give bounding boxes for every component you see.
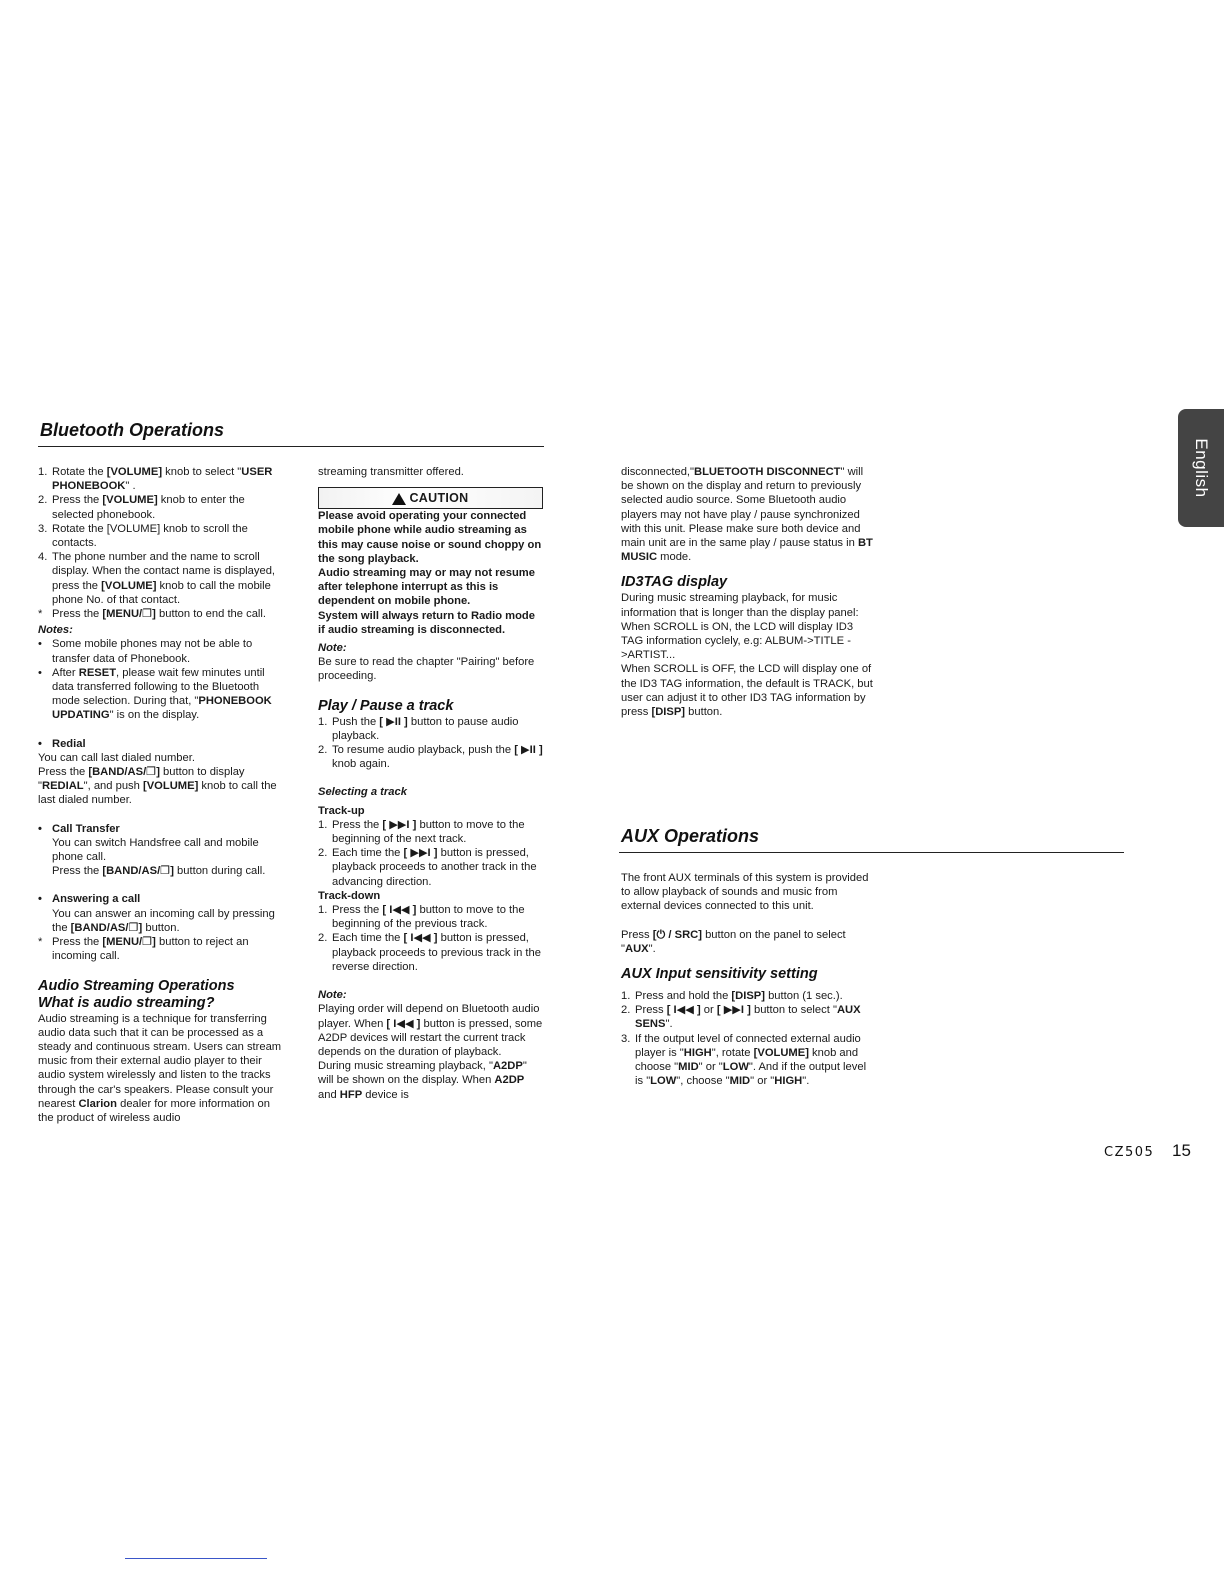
call-transfer: • Call Transfer You can switch Handsfree call and mobile phone call. Press the [BAND/AS/❐] button during call. xyxy=(38,822,266,878)
caution-text-2: Audio streaming may or may not resume after telephone interrupt as this is dependent on mobile phone. xyxy=(318,567,535,608)
phonebook-step-3: 3. Rotate the [VOLUME] knob to scroll the contacts. xyxy=(38,522,248,550)
aux-sens-step-1: 1. Press and hold the [DISP] button (1 sec.). xyxy=(621,990,843,1003)
aux-text-2: Press [⏻ / SRC] button on the panel to select "AUX". xyxy=(621,928,846,955)
bottom-rule xyxy=(125,1558,267,1559)
phonebook-steps xyxy=(38,465,288,607)
bluetooth-title-rule xyxy=(38,446,544,447)
page-number: 15 xyxy=(1172,1141,1191,1160)
redial-title: • Redial xyxy=(38,737,86,750)
aux-operations-title: AUX Operations xyxy=(621,826,760,846)
note-label: Note: xyxy=(318,642,347,655)
column-2 xyxy=(318,465,543,1102)
column-3 xyxy=(621,465,874,719)
play-step-2: 2. To resume audio playback, push the [ ▶II ] knob again. xyxy=(318,744,543,771)
aux-column xyxy=(621,871,874,1088)
note2-label: Note: xyxy=(318,989,347,1002)
during-text: During music streaming playback, "A2DP" will be shown on the display. When A2DP and HFP device is xyxy=(318,1060,527,1101)
audio-streaming-subtitle: What is audio streaming? xyxy=(38,994,215,1011)
audio-streaming-title: Audio Streaming Operations xyxy=(38,977,235,994)
selecting-track-title: Selecting a track xyxy=(318,786,407,799)
redial-text: Press the [BAND/AS/❐] button to display "REDIAL", and push [VOLUME] knob to call the last dialed number. xyxy=(38,766,277,807)
track-up-label: Track-up xyxy=(318,804,365,817)
language-tab-label: English xyxy=(1192,438,1211,498)
caution-label: CAUTION xyxy=(409,491,469,506)
warning-triangle-icon xyxy=(392,493,406,505)
track-up-steps xyxy=(318,818,543,889)
track-down-step-2: 2. Each time the [ I◀◀ ] button is pressed, playback proceeds to previous track in the reverse direction. xyxy=(318,932,541,973)
id3tag-title: ID3TAG display xyxy=(621,574,728,591)
note2-text: Playing order will depend on Bluetooth audio player. When [ I◀◀ ] button is pressed, some A2DP devices will restart the current track depends on the duration of playback. xyxy=(318,1003,543,1058)
language-tab xyxy=(1178,409,1224,527)
reject-call-note: * Press the [MENU/❐] button to reject an incoming call. xyxy=(38,936,249,963)
phonebook-step-1: 1. Rotate the [VOLUME] knob to select "USER PHONEBOOK" . xyxy=(38,466,273,493)
caution-text-3: System will always return to Radio mode if audio streaming is disconnected. xyxy=(318,609,535,636)
aux-sensitivity-steps xyxy=(621,989,874,1088)
caution-box xyxy=(318,487,543,509)
end-call-note: * Press the [MENU/❐] button to end the call. xyxy=(38,608,266,621)
phonebook-step-4: 4. The phone number and the name to scroll display. When the contact name is displayed, press the [VOLUME] knob to call the mobile phone No. of that contact. xyxy=(38,551,276,606)
note-item-2: • After RESET, please wait few minutes until data transferred following to the Bluetooth mode selection. During that, "PHONEBOOK UPDATING" is on the display. xyxy=(38,666,272,722)
redial-line-1: You can call last dialed number. xyxy=(38,751,195,764)
note-text: Be sure to read the chapter "Pairing" before proceeding. xyxy=(318,656,535,683)
note-item-1: • Some mobile phones may not be able to transfer data of Phonebook. xyxy=(38,638,253,665)
track-up-step-1: 1. Press the [ ▶▶I ] button to move to the beginning of the next track. xyxy=(318,818,525,846)
answering-call: • Answering a call You can answer an incoming call by pressing the [BAND/AS/❐] button. xyxy=(38,893,275,934)
track-up-step-2: 2. Each time the [ ▶▶I ] button is pressed, playback proceeds to another track in the advancing direction. xyxy=(318,847,537,888)
play-steps xyxy=(318,715,543,772)
play-pause-title: Play / Pause a track xyxy=(318,697,454,714)
disconnect-text: disconnected,"BLUETOOTH DISCONNECT" will be shown on the display and return to previously selected audio source. Some Bluetooth audio players may not have play / pause synchronized with this unit. Please make sure both device and main unit are in the same play / pause status in BT MUSIC mode. xyxy=(621,466,873,564)
aux-sensitivity-title: AUX Input sensitivity setting xyxy=(621,966,818,983)
aux-title-rule xyxy=(619,852,1124,853)
aux-sens-step-3: 3. If the output level of connected external audio player is "HIGH", rotate [VOLUME] knob and choose "MID" or "LOW". And if the output level is "LOW", choose "MID" or "HIGH". xyxy=(621,1032,867,1088)
track-down-label: Track-down xyxy=(318,889,381,902)
call-transfer-title: Call Transfer xyxy=(52,822,120,835)
answering-title: Answering a call xyxy=(52,893,141,906)
notes-label: Notes: xyxy=(38,624,73,637)
model-number: CZ505 xyxy=(1104,1145,1155,1160)
id3tag-text-1: During music streaming playback, for music information that is longer than the display panel: When SCROLL is ON, the LCD will display ID3 TAG information cyclely, e.g: ALBUM->TITLE ->ARTIST... xyxy=(621,592,859,662)
track-down-step-1: 1. Press the [ I◀◀ ] button to move to the beginning of the previous track. xyxy=(318,904,525,931)
streaming-cont: streaming transmitter offered. xyxy=(318,466,464,478)
caution-text-1: Please avoid operating your connected mobile phone while audio streaming as this may cause noise or sound choppy on the song playback. xyxy=(318,510,542,565)
play-step-1: 1. Push the [ ▶II ] button to pause audio playback. xyxy=(318,715,519,742)
id3tag-text-2: When SCROLL is OFF, the LCD will display one of the ID3 TAG information, the default is TRACK, but user can adjust it to other ID3 TAG information by press [DISP] button. xyxy=(621,663,873,719)
audio-streaming-text: Audio streaming is a technique for transferring audio data such that it can be processed as a steady and continuous stream. Users can stream music from their external audio player to their audio system wirelessly and listen to the tracks through the car's speakers. Please consult your nearest Clarion dealer for more information on the product of wireless audio xyxy=(38,1012,282,1124)
bluetooth-operations-title: Bluetooth Operations xyxy=(40,420,224,440)
phonebook-step-2: 2. Press the [VOLUME] knob to enter the selected phonebook. xyxy=(38,494,245,521)
aux-sens-step-2: 2. Press [ I◀◀ ] or [ ▶▶I ] button to select "AUX SENS". xyxy=(621,1004,861,1031)
column-1 xyxy=(38,465,288,1125)
aux-text-1: The front AUX terminals of this system is provided to allow playback of sounds and music from external devices connected to this unit. xyxy=(621,872,869,913)
track-down-steps xyxy=(318,903,543,974)
